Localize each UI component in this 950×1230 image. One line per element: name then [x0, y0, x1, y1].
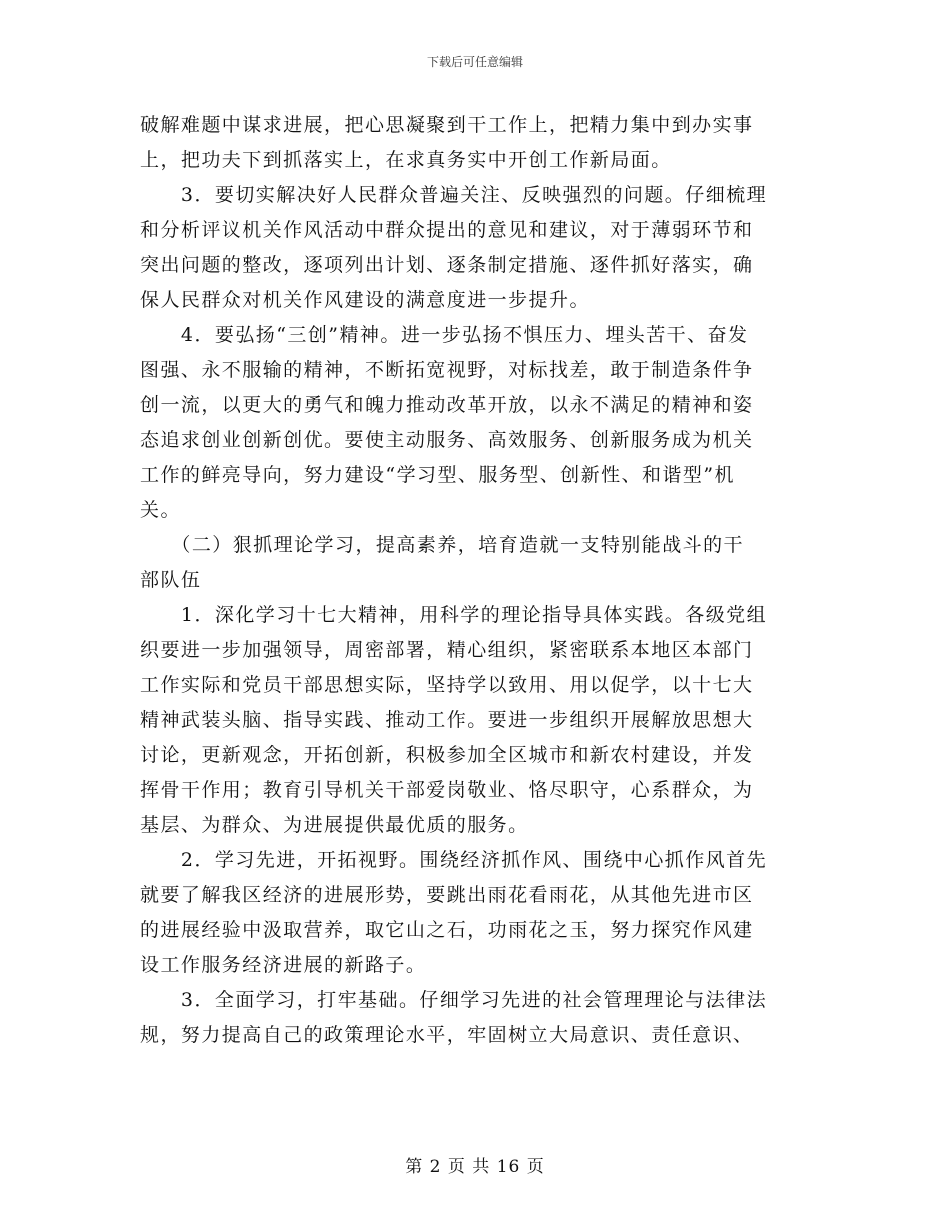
text-line: 基层、为群众、为进展提供最优质的服务。 — [140, 814, 529, 836]
text-line: 讨论，更新观念，开拓创新，积极参加全区城市和新农村建设，并发 — [140, 744, 754, 766]
text-line: 的进展经验中汲取营养，取它山之石，功雨花之玉，努力探究作风建 — [140, 919, 754, 941]
text-line: 设工作服务经济进展的新路子。 — [140, 954, 427, 976]
text-line: 和分析评议机关作风活动中群众提出的意见和建议，对于薄弱环节和 — [140, 219, 754, 241]
document-body — [140, 108, 812, 1053]
text-line: 3．全面学习，打牢基础。仔细学习先进的社会管理理论与法律法 — [140, 989, 768, 1011]
text-line: 精神武装头脑、指导实践、推动工作。要进一步组织开展解放思想大 — [140, 709, 754, 731]
text-line: 织要进一步加强领导，周密部署，精心组织，紧密联系本地区本部门 — [140, 639, 754, 661]
text-line: 4．要弘扬“三创”精神。进一步弘扬不惧压力、埋头苦干、奋发 — [140, 324, 749, 346]
text-line: 1．深化学习十七大精神，用科学的理论指导具体实践。各级党组 — [140, 604, 768, 626]
text-line: 图强、永不服输的精神，不断拓宽视野，对标找差，敢于制造条件争 — [140, 359, 754, 381]
text-line: 创一流，以更大的勇气和魄力推动改革开放，以永不满足的精神和姿 — [140, 394, 754, 416]
text-line: 3．要切实解决好人民群众普遍关注、反映强烈的问题。仔细梳理 — [140, 184, 768, 206]
text-line: 挥骨干作用；教育引导机关干部爱岗敬业、恪尽职守，心系群众，为 — [140, 779, 754, 801]
text-line: 关。 — [140, 499, 181, 521]
text-line: 突出问题的整改，逐项列出计划、逐条制定措施、逐件抓好落实，确 — [140, 254, 754, 276]
text-line: 态追求创业创新创优。要使主动服务、高效服务、创新服务成为机关 — [140, 429, 754, 451]
page-header: 下载后可任意编辑 — [426, 55, 523, 69]
text-line: 规，努力提高自己的政策理论水平，牢固树立大局意识、责任意识、 — [140, 1024, 754, 1046]
section-heading-line: （二）狠抓理论学习，提高素养，培育造就一支特别能战斗的干 — [140, 534, 745, 556]
text-line: 就要了解我区经济的进展形势，要跳出雨花看雨花，从其他先进市区 — [140, 884, 754, 906]
text-line: 工作的鲜亮导向，努力建设“学习型、服务型、创新性、和谐型”机 — [140, 464, 735, 486]
text-line: 工作实际和党员干部思想实际，坚持学以致用、用以促学，以十七大 — [140, 674, 754, 696]
text-line: 2．学习先进，开拓视野。围绕经济抓作风、围绕中心抓作风首先 — [140, 849, 768, 871]
section-heading-line: 部队伍 — [140, 569, 202, 591]
page-number-footer: 第 2 页 共 16 页 — [405, 1157, 545, 1177]
text-line: 保人民群众对机关作风建设的满意度进一步提升。 — [140, 289, 590, 311]
text-line: 上，把功夫下到抓落实上，在求真务实中开创工作新局面。 — [140, 149, 672, 171]
text-line: 破解难题中谋求进展，把心思凝聚到干工作上，把精力集中到办实事 — [140, 114, 754, 136]
